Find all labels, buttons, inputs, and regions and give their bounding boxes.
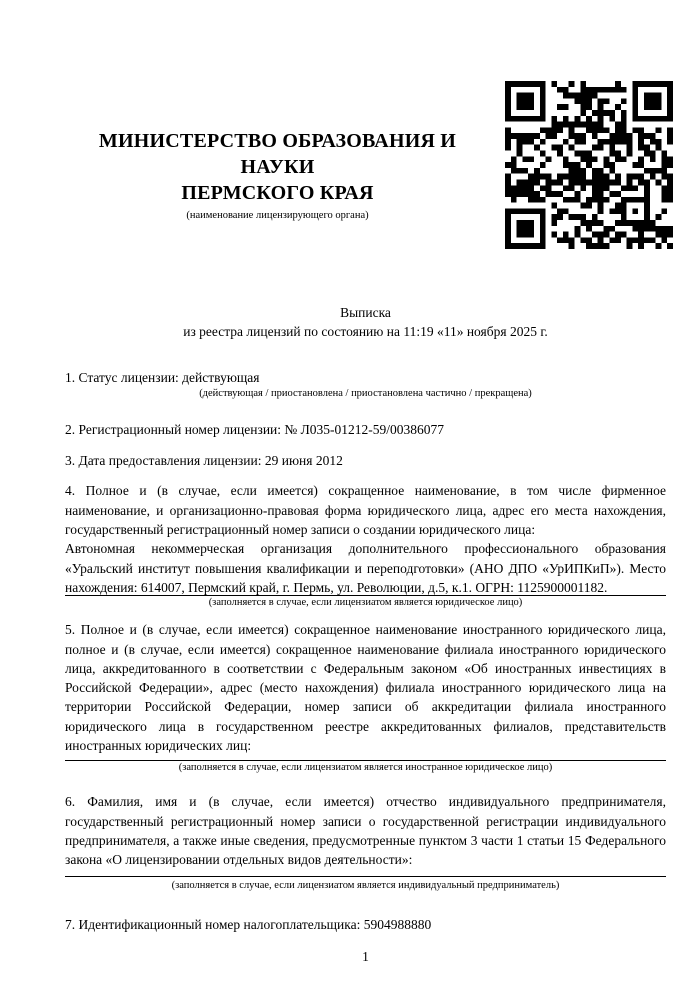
paragraph-5-foreign-entity (65, 620, 666, 774)
ministry-name-line1: МИНИСТЕРСТВО ОБРАЗОВАНИЯ И НАУКИ (98, 130, 457, 178)
paragraph-3-grant-date: 3. Дата предоставления лицензии: 29 июня 2012 (65, 453, 343, 469)
document-body (65, 0, 666, 966)
page-number: 1 (362, 948, 369, 964)
paragraph-7-taxpayer-number: 7. Идентификационный номер налогоплательщика: 5904988880 (65, 916, 432, 932)
legal-entity-value: Автономная некоммерческая организация дополнительного профессионального образования «Уральский институт повышения квалификации и переподготовки» (АНО ДПО «УрИПКиП»). Место нахождения: 614007, Пермский край, г. Пермь, ул. Революции, д.5, к.1. ОГРН: 1125900001182. (65, 541, 666, 595)
entrepreneur-caption: (заполняется в случае, если лицензиатом является индивидуальный предприниматель) (171, 879, 560, 891)
ministry-name-line2: ПЕРМСКОГО КРАЯ (181, 182, 374, 204)
foreign-entity-caption: (заполняется в случае, если лицензиатом является иностранное юридическое лицо) (178, 762, 553, 774)
entrepreneur-fill-line (65, 876, 666, 877)
paragraph-6-individual-entrepreneur (65, 792, 666, 891)
authority-caption: (наименование лицензирующего органа) (186, 210, 369, 221)
foreign-entity-label: 5. Полное и (в случае, если имеется) сокращенное наименование иностранного юридического лица, полное и (в случае, если имеется) сокращенное наименование филиала иностранного юридического лица, аккредитованного в соответствии с Федеральным законом «Об иностранных инвестициях в Российской Федерации», адрес (место нахождения) филиала иностранного юридического лица на территории Российской Федерации, номер записи об аккредитации филиала иностранного юридического лица в государственном реестре аккредитованных филиалов, представительств иностранных юридических лиц: (65, 622, 666, 754)
paragraph-2-registration-number: 2. Регистрационный номер лицензии: № Л035-01212-59/00386077 (65, 421, 445, 437)
extract-title: Выписка (340, 305, 391, 320)
status-options-caption: (действующая / приостановлена / приостановлена частично / прекращена) (199, 387, 532, 399)
paragraph-4-legal-entity (65, 481, 666, 609)
extract-date-line: из реестра лицензий по состоянию на 11:19 «11» ноября 2025 г. (183, 324, 548, 340)
extract-title-block (65, 303, 666, 342)
entrepreneur-label: 6. Фамилия, имя и (в случае, если имеется) отчество индивидуального предпринимателя, государственный регистрационный номер записи о государственной регистрации индивидуального предпринимателя, а также иные сведения, предусмотренные пунктом 3 части 1 статьи 15 Федерального закона «О лицензировании отдельных видов деятельности»: (65, 794, 666, 868)
legal-entity-caption: (заполняется в случае, если лицензиатом является юридическое лицо) (208, 597, 523, 609)
legal-entity-label: 4. Полное и (в случае, если имеется) сокращенное наименование, в том числе фирменное наименование, и организационно-правовая форма юридического лица, адрес его места нахождения, государственный регистрационный номер записи о создании юридического лица: (65, 483, 666, 538)
paragraph-1-license-status: 1. Статус лицензии: действующая (65, 369, 260, 385)
